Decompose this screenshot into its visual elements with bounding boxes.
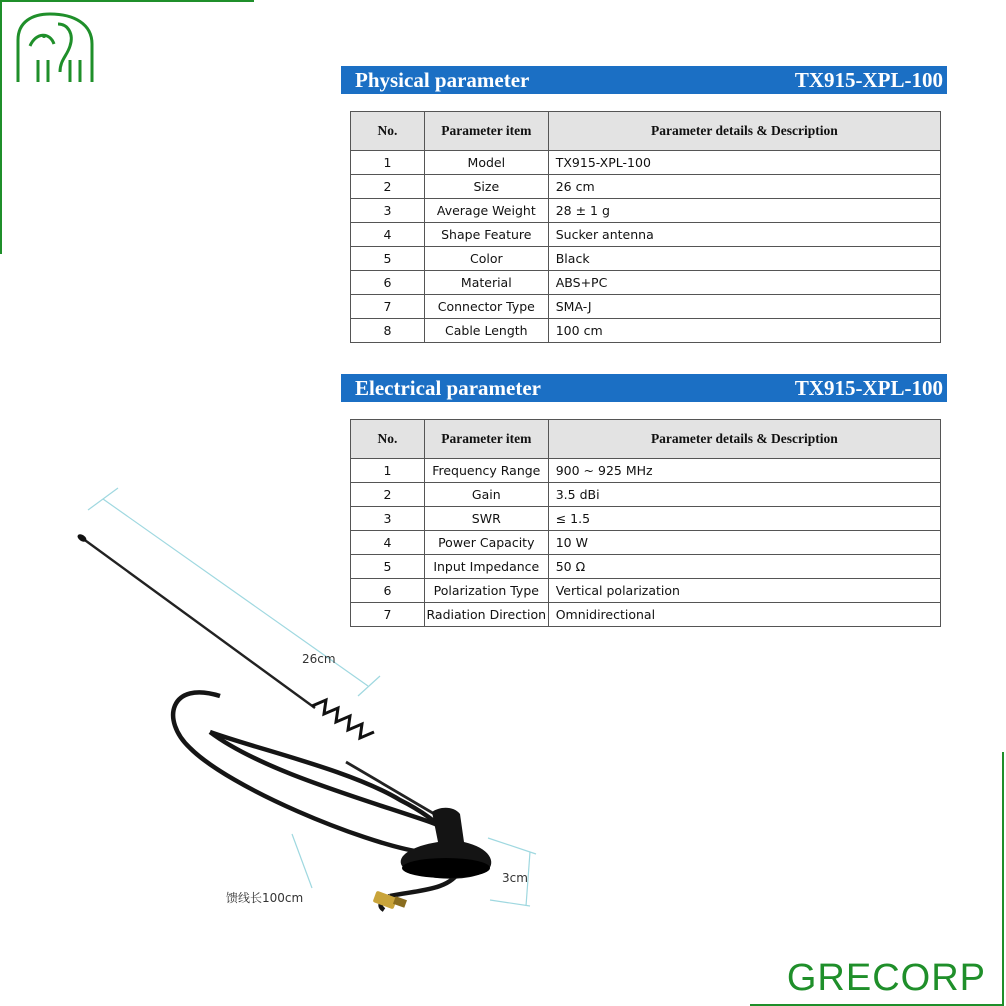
row-value: ≤ 1.5 [548,507,940,531]
electrical-model-label: TX915-XPL-100 [794,375,943,400]
physical-parameter-table [350,111,941,343]
row-item: Frequency Range [424,459,548,483]
row-item: Power Capacity [424,531,548,555]
row-value: Sucker antenna [548,223,940,247]
row-no: 5 [351,555,425,579]
row-value: 100 cm [548,319,940,343]
brand-frame-right [1002,752,1004,1006]
table-row [351,295,941,319]
table-header-row [351,420,941,459]
row-value: 28 ± 1 g [548,199,940,223]
row-item: Cable Length [424,319,548,343]
cable-leader-line [292,834,312,888]
row-item: Size [424,175,548,199]
row-value: Vertical polarization [548,579,940,603]
physical-model-label: TX915-XPL-100 [794,67,943,92]
row-value: ABS+PC [548,271,940,295]
antenna-product-illustration [60,470,580,930]
row-no: 6 [351,271,425,295]
row-no: 7 [351,295,425,319]
row-no: 4 [351,531,425,555]
row-value: 50 Ω [548,555,940,579]
row-no: 3 [351,199,425,223]
row-value: 900 ~ 925 MHz [548,459,940,483]
table-row [351,271,941,295]
row-item: Color [424,247,548,271]
length-label: 26cm [302,652,336,666]
header-details: Parameter details & Description [548,112,940,151]
header-parameter-item: Parameter item [424,112,548,151]
table-row [351,223,941,247]
length-dimension-line [88,488,380,696]
header-no: No. [351,112,425,151]
physical-parameter-title: Physical parameter [355,67,530,92]
row-value: 26 cm [548,175,940,199]
elephant-logo-icon [14,10,96,84]
row-no: 5 [351,247,425,271]
row-value: Black [548,247,940,271]
row-no: 1 [351,459,425,483]
header-parameter-item: Parameter item [424,420,548,459]
row-no: 6 [351,579,425,603]
table-row [351,175,941,199]
row-no: 2 [351,483,425,507]
row-value: 3.5 dBi [548,483,940,507]
row-item: Input Impedance [424,555,548,579]
brand-frame-top [0,0,254,2]
row-item: Radiation Direction [424,603,548,627]
table-row [351,247,941,271]
row-item: Shape Feature [424,223,548,247]
row-no: 7 [351,603,425,627]
row-value: SMA-J [548,295,940,319]
base-label: 3cm [502,871,528,885]
header-no: No. [351,420,425,459]
electrical-parameter-banner [341,374,947,402]
cable-length-label: 馈线长100cm [226,891,304,905]
whip-antenna [76,533,448,822]
table-row [351,199,941,223]
row-item: Polarization Type [424,579,548,603]
table-row [351,319,941,343]
row-item: SWR [424,507,548,531]
row-item: Material [424,271,548,295]
row-item: Model [424,151,548,175]
row-no: 2 [351,175,425,199]
row-no: 1 [351,151,425,175]
brand-frame-left [0,0,2,254]
table-header-row [351,112,941,151]
row-value: TX915-XPL-100 [548,151,940,175]
row-no: 8 [351,319,425,343]
physical-parameter-banner [341,66,947,94]
row-value: 10 W [548,531,940,555]
header-details: Parameter details & Description [548,420,940,459]
brand-name: GRECORP [786,957,986,999]
row-item: Average Weight [424,199,548,223]
row-no: 3 [351,507,425,531]
row-no: 4 [351,223,425,247]
coaxial-cable [173,692,462,910]
row-item: Connector Type [424,295,548,319]
row-value: Omnidirectional [548,603,940,627]
row-item: Gain [424,483,548,507]
table-row [351,151,941,175]
electrical-parameter-title: Electrical parameter [355,375,541,400]
